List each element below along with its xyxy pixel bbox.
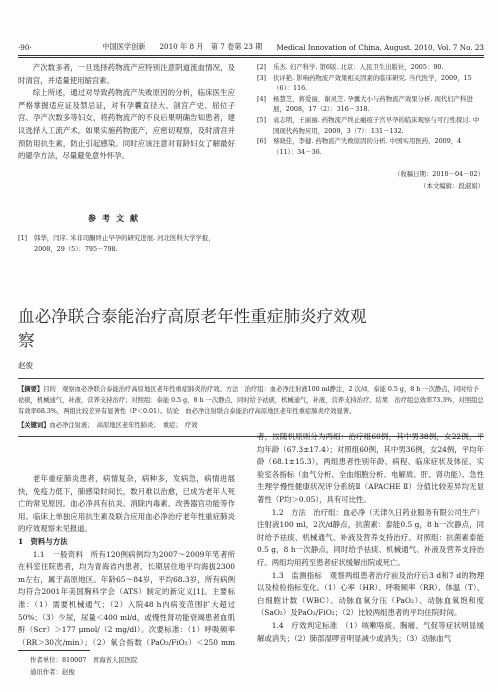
paragraph: 产次数多者，一旦选择药物流产应特别注意阴道流血情况，及时清宫，并适量使用缩宫素。 [18,63,235,85]
reference-number: [6] [257,137,267,146]
abstract-label: 【摘要】 [18,386,44,393]
article-title: 血必净联合泰能治疗高原老年性重症肺炎疗效观察 [18,307,367,350]
reference-item [257,73,484,94]
body-column-left [18,473,235,647]
paragraph: 1.2 方法 治疗组：血必净（天津久日药业服务有限公司生产）注射液100 ml，2次/d静点，抗菌素：泰能0.5 g，8 h一次静点，同时给予祛痰、机械通气、补液及营养支持治疗。对照组：抗菌素泰能0.5 g，8 h一次静点，同时给予祛痰、机械通气、补液及营养支持治疗。两组均用药至患者症状缓解出院或死亡。 [257,507,484,567]
paragraph: 综上所述，通过对导致药物流产失败原因的分析，临床医生应严格掌握适应证及禁忌证，对有孕囊直径大、剖宫产史、屈位子宫、孕产次数多等妇女，将药物流产的不良后果明确告知患者，建议选择人工流产术。如果实施药物流产，应密切观察，及时清宫并预防用抗生素，防止引起感染。同时应该注意对育龄妇女了解最好的避孕方法，尽量避免意外怀孕。 [18,88,235,161]
running-header [18,40,484,54]
editor-note: （本文编辑：段淑娟） [420,182,484,190]
reference-text: 乐杰. 妇产科学. 第6版. 北京：人民卫生出版社，2005：90. [273,63,444,71]
prev-article-text [18,62,235,209]
received-date: （收稿日期：2010－04－02） [393,170,484,178]
footnote-rule [18,650,90,651]
page-number: ·90· [18,42,32,52]
footnote-affiliation: 作者单位：810007 青海省人民医院 [30,656,138,664]
reference-number: [2] [257,63,267,71]
keywords-text: 血必净注射液； 高原地区老年性肺炎； 重症； 疗效 [49,421,198,429]
paragraph: 1.1 一般资料 所有120例病例均为2007～2009年笔者所在科室住院患者，均为青海省内患者，长期居住地平均海拔2300 m左右，属于高原地区。年龄65～84岁，平均68.3岁，所有病例均符合2001年美国胸科学会（ATS）制定的新定义[1]。主要标准：（1）需要机械通气；（2）入院48 h内病变范围扩大超过50%；（3）少尿，尿量＜400 ml/d，或慢性肾功能衰竭患者血肌酐（Scr）＞177 μmol/（2 mg/dl）。次要标准：（1）呼吸频率（RR＞30次/min）；（2）氧合指数（PaO₂/FiO₂）＜250 mm [18,549,235,647]
reference-text: 韩华，闫序. 米非司酮终止早孕的研究进展. 河北医科大学学报，2008，29（5）：795－798. [34,234,215,253]
section-heading: 1 资料与方法 [18,536,68,546]
reference-list-left [18,233,235,254]
paragraph: 1.3 监测指标 观察两组患者治疗前及治疗后3 d和7 d的物理以及检验指标变化。（1）心率（HR）、呼吸频率（RR）、体温（T）、白细胞计数（WBC）、动脉血氧分压（PaO₂）、动脉血氧饱和度（SaO₂）及PaO₂/FiO₂；（2）比较两组患者的平均住院时间。 [257,570,484,618]
reference-number: [5] [257,115,267,124]
reference-item [18,233,235,254]
journal-name-en: Medical Innovation of China, August. 2010, Vol. 7 No. 23 [276,42,484,52]
journal-name-cn: 中国医学创新 [102,42,146,51]
paragraph: 者，按随机原则分为两组：治疗组60例，其中男38例，女22例，平均年龄（67.3±17.4）；对照组60例，其中男36例，女24例，平均年龄（68.1±15.3）。两组患者性别年龄、病程、临床症状及体征、实验室各指标（血气分析、全血细胞分析、电解质、肝、肾功能）、急性生理学慢性健康状况评分系统Ⅱ（APACHE Ⅱ）分值比较差异均无显著性（P均＞0.05），具有可比性。 [257,432,484,504]
abstract-text: 目的 观察血必净联合泰能治疗高原地区老年性重症肺炎的疗效。方法 治疗组：血必净注射液100 ml静注，2 次/d，泰能 0.5 g，8 h 一次静点，同时给予祛痰，机械通气，补液，营养支持治疗；对照组：泰能 0.5 g，8 h 一次静点，同时给予祛痰，机械通气，补液，营养支持治疗。结果 治疗组总效率73.3%，对照组总有效率68.3%，两组比较差异有显著性（P＜0.01）。结论 血必净注射联合泰能治疗高原地区老年性重症肺炎疗效显著。 [18,386,484,416]
reference-text: 袁志明，王丽丽. 药物流产终止瘢痕子宫早孕的临床观察与可行性探讨. 中国现代药物应用，2009，3（7）：131－132. [273,115,480,135]
reference-item [257,115,484,136]
reference-number: [1] [18,234,28,242]
header-rule [18,55,484,56]
reference-number: [4] [257,94,267,103]
footnote-corresponding: 通讯作者：赵俊 [30,668,75,676]
paragraph: 老年重症肺炎患者，病情复杂，病种多，发病急，病情进展快，免疫力低下，肺感染时间长，数月难以治愈，已成为老年人死亡的常见原因。血必净具有抗炎、消除内毒素、改善器官功能等作用。临床上单独应用抗生素及联合应用血必净治疗老年性重症肺炎的疗效观察未见报道。 [18,474,235,534]
article-author: 赵俊 [18,361,33,370]
reference-text: 杨慧芝，蒋爱丽，谢灵芝. 孕囊大小与药物流产效果分析. 现代妇产科进展，2008，17（2）：316－318. [273,94,473,114]
reference-text: 伏评艳. 影响药物流产效果相关因素的临床研究. 当代医学，2009，15（6）：116. [273,73,472,93]
reference-item [257,94,484,115]
reference-number: [3] [257,73,267,82]
reference-item [257,136,484,157]
references-heading: 参考文献 [88,213,144,223]
header-rule-thin [18,57,484,58]
reference-text: 蔡晓佳，李健. 药物流产失败原因的分析. 中国实用医药，2009，4（11）：34－36. [273,137,462,156]
keywords-label: 【关键词】 [18,421,50,429]
body-column-right [257,431,484,667]
reference-item [257,62,484,73]
reference-list-right [257,62,484,157]
abstract-block [18,378,484,437]
paragraph: 1.4 疗效判定标准 （1）咳嗽咯痰、胸痛、气促等症状明显缓解或消失；（2）肺部湿啰音明显减少或消失；（3）动脉血气 [257,620,484,643]
journal-issue-cn: 2010 年 8 月 第 7 卷第 23 期 [159,42,263,51]
